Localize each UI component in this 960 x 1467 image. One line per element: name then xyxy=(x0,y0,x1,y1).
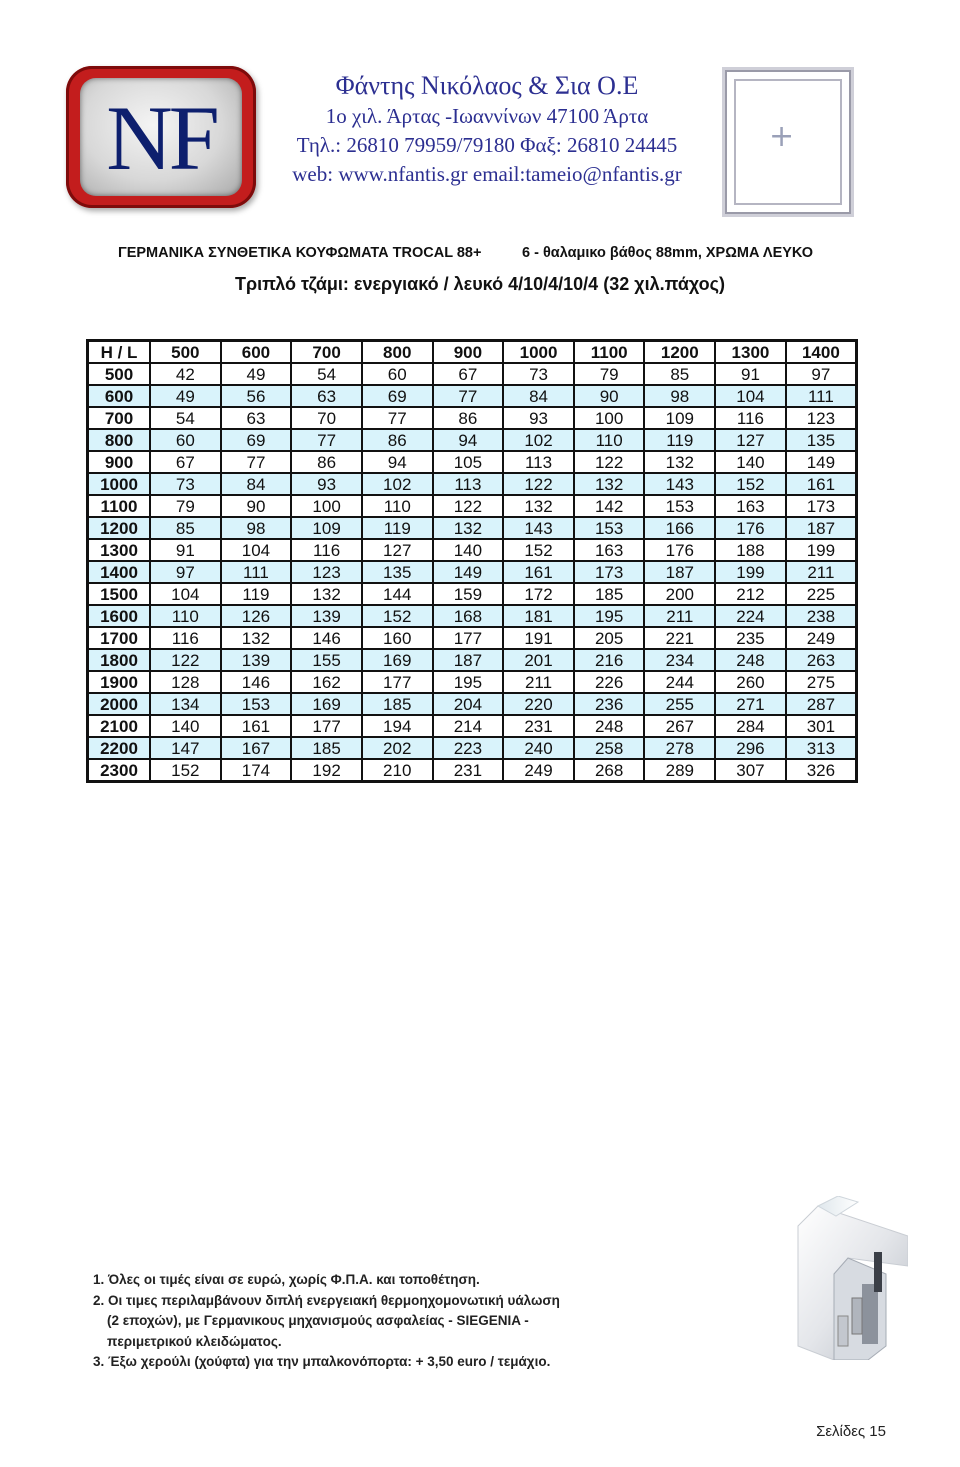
price-cell: 195 xyxy=(574,605,645,627)
price-cell: 111 xyxy=(786,385,857,407)
price-table xyxy=(86,339,858,783)
height-header: 1900 xyxy=(88,671,151,693)
price-cell: 211 xyxy=(786,561,857,583)
height-header: 1000 xyxy=(88,473,151,495)
price-cell: 173 xyxy=(786,495,857,517)
price-cell: 301 xyxy=(786,715,857,737)
price-cell: 244 xyxy=(644,671,715,693)
price-cell: 185 xyxy=(362,693,433,715)
price-cell: 42 xyxy=(150,363,221,385)
width-header: 700 xyxy=(291,341,362,364)
price-cell: 140 xyxy=(715,451,786,473)
price-cell: 307 xyxy=(715,759,786,782)
price-cell: 146 xyxy=(221,671,292,693)
price-cell: 194 xyxy=(362,715,433,737)
price-cell: 69 xyxy=(362,385,433,407)
price-cell: 132 xyxy=(221,627,292,649)
price-cell: 152 xyxy=(150,759,221,782)
width-header: 1400 xyxy=(786,341,857,364)
price-cell: 132 xyxy=(574,473,645,495)
price-cell: 240 xyxy=(503,737,574,759)
price-cell: 231 xyxy=(503,715,574,737)
width-header: 1000 xyxy=(503,341,574,364)
price-cell: 216 xyxy=(574,649,645,671)
price-cell: 139 xyxy=(221,649,292,671)
table-row xyxy=(88,583,857,605)
price-cell: 102 xyxy=(503,429,574,451)
table-body xyxy=(88,363,857,782)
price-cell: 160 xyxy=(362,627,433,649)
price-cell: 187 xyxy=(644,561,715,583)
logo-plate xyxy=(80,78,242,196)
price-cell: 234 xyxy=(644,649,715,671)
price-cell: 135 xyxy=(786,429,857,451)
price-cell: 54 xyxy=(291,363,362,385)
table-row xyxy=(88,429,857,451)
price-cell: 177 xyxy=(291,715,362,737)
price-cell: 153 xyxy=(574,517,645,539)
height-header: 2300 xyxy=(88,759,151,782)
height-header: 1500 xyxy=(88,583,151,605)
price-cell: 98 xyxy=(644,385,715,407)
height-header: 1800 xyxy=(88,649,151,671)
notes xyxy=(93,1270,653,1373)
price-cell: 104 xyxy=(150,583,221,605)
price-cell: 94 xyxy=(362,451,433,473)
price-cell: 113 xyxy=(433,473,504,495)
price-cell: 202 xyxy=(362,737,433,759)
price-cell: 220 xyxy=(503,693,574,715)
price-cell: 268 xyxy=(574,759,645,782)
price-cell: 211 xyxy=(503,671,574,693)
price-cell: 135 xyxy=(362,561,433,583)
table-row xyxy=(88,473,857,495)
price-cell: 122 xyxy=(574,451,645,473)
price-cell: 289 xyxy=(644,759,715,782)
price-cell: 85 xyxy=(150,517,221,539)
table-row xyxy=(88,693,857,715)
price-cell: 49 xyxy=(150,385,221,407)
note-2: 2. Οι τιμες περιλαμβάνουν διπλή ενεργειακή θερμοηχομονωτική υάλωση xyxy=(93,1292,560,1308)
price-cell: 127 xyxy=(715,429,786,451)
height-header: 2200 xyxy=(88,737,151,759)
price-cell: 161 xyxy=(503,561,574,583)
price-cell: 188 xyxy=(715,539,786,561)
price-cell: 152 xyxy=(503,539,574,561)
width-header: 1100 xyxy=(574,341,645,364)
price-cell: 110 xyxy=(150,605,221,627)
price-cell: 249 xyxy=(503,759,574,782)
price-cell: 110 xyxy=(574,429,645,451)
price-cell: 221 xyxy=(644,627,715,649)
price-cell: 132 xyxy=(503,495,574,517)
price-cell: 67 xyxy=(150,451,221,473)
company-address: 1ο χιλ. Άρτας -Ιωαννίνων 47100 Άρτα xyxy=(325,104,649,128)
table-row xyxy=(88,539,857,561)
price-cell: 144 xyxy=(362,583,433,605)
page-number: Σελίδες 15 xyxy=(816,1423,886,1440)
price-cell: 284 xyxy=(715,715,786,737)
price-cell: 249 xyxy=(786,627,857,649)
price-cell: 199 xyxy=(715,561,786,583)
price-cell: 140 xyxy=(150,715,221,737)
table-row xyxy=(88,451,857,473)
price-cell: 113 xyxy=(503,451,574,473)
table-row xyxy=(88,517,857,539)
table-row xyxy=(88,407,857,429)
price-cell: 152 xyxy=(715,473,786,495)
company-logo xyxy=(66,66,256,208)
price-cell: 91 xyxy=(715,363,786,385)
price-cell: 86 xyxy=(291,451,362,473)
table-row xyxy=(88,495,857,517)
price-cell: 119 xyxy=(221,583,292,605)
price-cell: 225 xyxy=(786,583,857,605)
price-cell: 152 xyxy=(362,605,433,627)
price-cell: 205 xyxy=(574,627,645,649)
price-cell: 126 xyxy=(221,605,292,627)
price-cell: 224 xyxy=(715,605,786,627)
price-cell: 69 xyxy=(221,429,292,451)
price-cell: 200 xyxy=(644,583,715,605)
logo-text: NF xyxy=(106,87,216,189)
price-cell: 163 xyxy=(715,495,786,517)
product-title: ΓΕΡΜΑΝΙΚΑ ΣΥΝΘΕΤΙΚΑ ΚΟΥΦΩΜΑΤΑ TROCAL 88+ xyxy=(118,245,482,261)
price-cell: 167 xyxy=(221,737,292,759)
price-cell: 169 xyxy=(291,693,362,715)
price-cell: 187 xyxy=(786,517,857,539)
price-cell: 161 xyxy=(221,715,292,737)
height-header: 1300 xyxy=(88,539,151,561)
price-cell: 142 xyxy=(574,495,645,517)
price-cell: 191 xyxy=(503,627,574,649)
price-cell: 278 xyxy=(644,737,715,759)
price-cell: 255 xyxy=(644,693,715,715)
table-header-row xyxy=(88,341,857,364)
price-cell: 149 xyxy=(786,451,857,473)
price-cell: 100 xyxy=(574,407,645,429)
table-row xyxy=(88,649,857,671)
company-web: web: www.nfantis.gr email:tameio@nfantis.gr xyxy=(292,162,682,186)
price-cell: 287 xyxy=(786,693,857,715)
price-cell: 90 xyxy=(221,495,292,517)
price-cell: 128 xyxy=(150,671,221,693)
price-cell: 109 xyxy=(291,517,362,539)
price-cell: 204 xyxy=(433,693,504,715)
price-cell: 226 xyxy=(574,671,645,693)
note-2-cont: (2 εποχών), με Γερμανικους μηχανισμούς ασφαλείας - SIEGENIA - xyxy=(107,1313,529,1328)
price-cell: 123 xyxy=(291,561,362,583)
price-cell: 162 xyxy=(291,671,362,693)
price-cell: 70 xyxy=(291,407,362,429)
price-cell: 172 xyxy=(503,583,574,605)
price-cell: 132 xyxy=(433,517,504,539)
price-cell: 84 xyxy=(503,385,574,407)
price-cell: 263 xyxy=(786,649,857,671)
height-header: 700 xyxy=(88,407,151,429)
price-cell: 86 xyxy=(362,429,433,451)
price-cell: 195 xyxy=(433,671,504,693)
product-spec: 6 - θαλαμικο βάθος 88mm, ΧΡΩΜΑ ΛΕΥΚΟ xyxy=(522,245,813,261)
price-cell: 159 xyxy=(433,583,504,605)
price-cell: 146 xyxy=(291,627,362,649)
price-cell: 223 xyxy=(433,737,504,759)
table-row xyxy=(88,363,857,385)
window-frame-icon xyxy=(722,67,854,217)
price-cell: 199 xyxy=(786,539,857,561)
price-cell: 173 xyxy=(574,561,645,583)
price-cell: 77 xyxy=(221,451,292,473)
price-cell: 149 xyxy=(433,561,504,583)
price-cell: 326 xyxy=(786,759,857,782)
price-cell: 192 xyxy=(291,759,362,782)
price-cell: 238 xyxy=(786,605,857,627)
price-cell: 127 xyxy=(362,539,433,561)
height-header: 2100 xyxy=(88,715,151,737)
price-cell: 54 xyxy=(150,407,221,429)
price-cell: 77 xyxy=(433,385,504,407)
price-cell: 231 xyxy=(433,759,504,782)
height-header: 1200 xyxy=(88,517,151,539)
price-cell: 104 xyxy=(221,539,292,561)
price-cell: 73 xyxy=(150,473,221,495)
price-cell: 132 xyxy=(644,451,715,473)
price-cell: 100 xyxy=(291,495,362,517)
price-cell: 122 xyxy=(150,649,221,671)
price-cell: 210 xyxy=(362,759,433,782)
price-cell: 97 xyxy=(150,561,221,583)
price-cell: 110 xyxy=(362,495,433,517)
price-cell: 109 xyxy=(644,407,715,429)
width-header: 500 xyxy=(150,341,221,364)
price-cell: 139 xyxy=(291,605,362,627)
price-cell: 271 xyxy=(715,693,786,715)
height-header: 2000 xyxy=(88,693,151,715)
price-cell: 79 xyxy=(574,363,645,385)
height-header: 1600 xyxy=(88,605,151,627)
table-row xyxy=(88,561,857,583)
price-cell: 163 xyxy=(574,539,645,561)
table-row xyxy=(88,605,857,627)
price-cell: 104 xyxy=(715,385,786,407)
price-cell: 105 xyxy=(433,451,504,473)
price-cell: 93 xyxy=(291,473,362,495)
price-cell: 85 xyxy=(644,363,715,385)
price-cell: 132 xyxy=(291,583,362,605)
price-cell: 143 xyxy=(644,473,715,495)
table-row xyxy=(88,385,857,407)
price-cell: 248 xyxy=(715,649,786,671)
note-2-end: περιμετρικού κλειδώματος. xyxy=(107,1333,282,1349)
width-header: 1200 xyxy=(644,341,715,364)
price-cell: 116 xyxy=(715,407,786,429)
price-cell: 84 xyxy=(221,473,292,495)
price-cell: 143 xyxy=(503,517,574,539)
price-cell: 176 xyxy=(715,517,786,539)
price-cell: 56 xyxy=(221,385,292,407)
price-cell: 177 xyxy=(433,627,504,649)
price-cell: 98 xyxy=(221,517,292,539)
price-cell: 119 xyxy=(362,517,433,539)
price-cell: 212 xyxy=(715,583,786,605)
price-cell: 185 xyxy=(574,583,645,605)
price-cell: 123 xyxy=(786,407,857,429)
price-cell: 211 xyxy=(644,605,715,627)
window-profile-image xyxy=(778,1196,908,1360)
price-cell: 77 xyxy=(362,407,433,429)
price-cell: 63 xyxy=(291,385,362,407)
price-cell: 267 xyxy=(644,715,715,737)
price-cell: 155 xyxy=(291,649,362,671)
price-cell: 176 xyxy=(644,539,715,561)
table-row xyxy=(88,627,857,649)
price-cell: 116 xyxy=(291,539,362,561)
price-cell: 122 xyxy=(503,473,574,495)
price-cell: 122 xyxy=(433,495,504,517)
company-phone: Τηλ.: 26810 79959/79180 Φαξ: 26810 24445 xyxy=(296,133,678,157)
width-header: 1300 xyxy=(715,341,786,364)
price-cell: 166 xyxy=(644,517,715,539)
price-cell: 153 xyxy=(221,693,292,715)
price-cell: 187 xyxy=(433,649,504,671)
price-cell: 94 xyxy=(433,429,504,451)
price-cell: 260 xyxy=(715,671,786,693)
height-header: 800 xyxy=(88,429,151,451)
note-3: 3. Έξω χερούλι (χούφτα) για την μπαλκονόπορτα: + 3,50 euro / τεμάχιο. xyxy=(93,1354,551,1369)
table-row xyxy=(88,737,857,759)
height-header: 1700 xyxy=(88,627,151,649)
width-header: 900 xyxy=(433,341,504,364)
price-cell: 91 xyxy=(150,539,221,561)
price-cell: 181 xyxy=(503,605,574,627)
price-cell: 201 xyxy=(503,649,574,671)
price-cell: 67 xyxy=(433,363,504,385)
width-header: 800 xyxy=(362,341,433,364)
glass-spec: Τριπλό τζάμι: ενεργιακό / λευκό 4/10/4/10/4 (32 χιλ.πάχος) xyxy=(234,274,725,294)
company-info xyxy=(262,70,712,189)
price-cell: 275 xyxy=(786,671,857,693)
corner-header: H / L xyxy=(88,341,151,364)
note-1: 1. Όλες οι τιμές είναι σε ευρώ, χωρίς Φ.Π.Α. και τοποθέτηση. xyxy=(93,1272,480,1287)
price-cell: 63 xyxy=(221,407,292,429)
height-header: 1100 xyxy=(88,495,151,517)
price-cell: 116 xyxy=(150,627,221,649)
price-cell: 60 xyxy=(150,429,221,451)
price-cell: 161 xyxy=(786,473,857,495)
price-cell: 79 xyxy=(150,495,221,517)
price-cell: 169 xyxy=(362,649,433,671)
price-cell: 153 xyxy=(644,495,715,517)
price-cell: 235 xyxy=(715,627,786,649)
price-cell: 177 xyxy=(362,671,433,693)
height-header: 900 xyxy=(88,451,151,473)
crosshair-icon: + xyxy=(769,119,795,154)
price-cell: 214 xyxy=(433,715,504,737)
table-row xyxy=(88,759,857,782)
price-cell: 134 xyxy=(150,693,221,715)
price-cell: 147 xyxy=(150,737,221,759)
price-cell: 248 xyxy=(574,715,645,737)
price-cell: 102 xyxy=(362,473,433,495)
price-cell: 77 xyxy=(291,429,362,451)
price-cell: 60 xyxy=(362,363,433,385)
price-cell: 313 xyxy=(786,737,857,759)
price-cell: 73 xyxy=(503,363,574,385)
company-name: Φάντης Νικόλαος & Σια Ο.Ε xyxy=(335,71,639,100)
price-cell: 119 xyxy=(644,429,715,451)
price-cell: 49 xyxy=(221,363,292,385)
height-header: 500 xyxy=(88,363,151,385)
price-cell: 111 xyxy=(221,561,292,583)
price-cell: 174 xyxy=(221,759,292,782)
height-header: 1400 xyxy=(88,561,151,583)
price-cell: 140 xyxy=(433,539,504,561)
price-cell: 296 xyxy=(715,737,786,759)
table-row xyxy=(88,671,857,693)
price-cell: 93 xyxy=(503,407,574,429)
price-cell: 86 xyxy=(433,407,504,429)
price-cell: 97 xyxy=(786,363,857,385)
table-row xyxy=(88,715,857,737)
height-header: 600 xyxy=(88,385,151,407)
price-cell: 168 xyxy=(433,605,504,627)
price-cell: 185 xyxy=(291,737,362,759)
width-header: 600 xyxy=(221,341,292,364)
price-cell: 236 xyxy=(574,693,645,715)
price-cell: 258 xyxy=(574,737,645,759)
price-cell: 90 xyxy=(574,385,645,407)
